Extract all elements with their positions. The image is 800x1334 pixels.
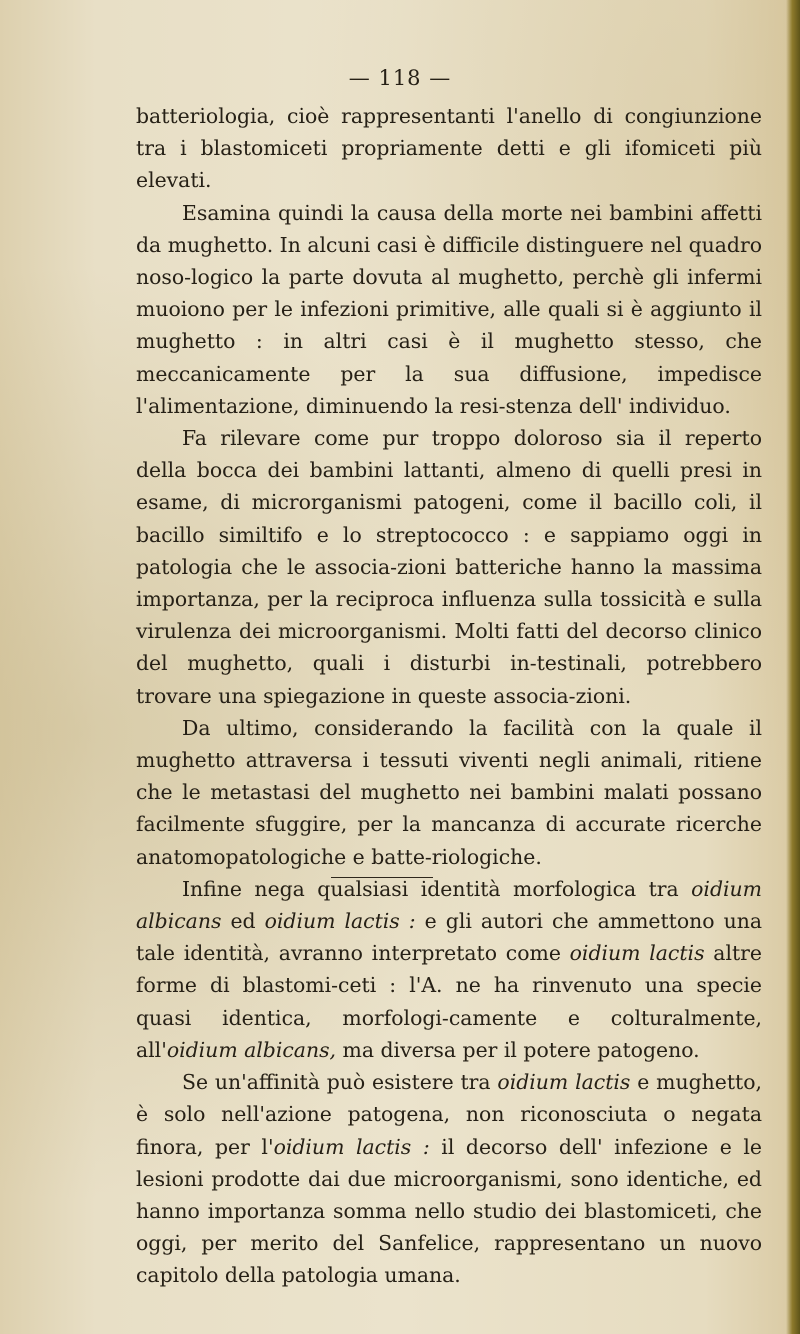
italic-term: oidium lactis	[569, 941, 705, 966]
page-number: — 118 —	[348, 66, 452, 90]
italic-term: oidium albicans,	[166, 1037, 337, 1062]
text-run: Se un'affinità può esistere tra	[182, 1070, 498, 1095]
paragraph	[136, 712, 762, 873]
text-run: altre forme di blastomi-ceti : l'A. ne ha rinvenuto una specie quasi identica, morfologi-camente e colturalmente, all'	[136, 941, 762, 1062]
paragraph	[136, 422, 762, 712]
end-rule	[331, 877, 433, 878]
text-run: e gli autori che ammettono una tale identità, avranno interpretato come	[136, 909, 762, 966]
text-run: il decorso dell' infezione e le lesioni prodotte dai due microorganismi, sono identiche, ed hanno importanza somma nello studio dei blastomiceti, che oggi, per merito del Sanfelice, rappresentano un nuovo capitolo della patologia umana.	[136, 1134, 762, 1288]
italic-term: oidium lactis :	[273, 1134, 430, 1159]
text-run: Fa rilevare come pur troppo doloroso sia il reperto della bocca dei bambini lattanti, almeno di quelli presi in esame, di microrganismi patogeni, come il bacillo coli, il bacillo similtifo e lo streptococco : e sappiamo oggi in patologia che le associa-zioni batteriche hanno la massima importanza, per la reciproca influenza sulla tossicità e sulla virulenza dei microorganismi. Molti fatti del decorso clinico del mughetto, quali i disturbi in-testinali, potrebbero trovare una spiegazione in queste associa-zioni.	[136, 426, 762, 708]
italic-term: oidium lactis	[497, 1070, 631, 1095]
paragraph	[136, 100, 762, 197]
italic-term: oidium lactis :	[264, 909, 416, 934]
paragraph	[136, 873, 762, 1066]
text-run: ed	[221, 909, 265, 934]
text-run: e mughetto, è solo nell'azione patogena, non riconosciuta o negata finora, per l'	[136, 1070, 762, 1159]
text-run: batteriologia, cioè rappresentanti l'anello di congiunzione tra i blastomiceti propriamente detti e gli ifomiceti più elevati.	[136, 104, 762, 193]
text-body	[136, 100, 762, 1292]
page-edge-shadow	[786, 0, 800, 1334]
text-run: ma diversa per il potere patogeno.	[336, 1037, 700, 1062]
paragraph	[136, 197, 762, 422]
paragraph	[136, 1066, 762, 1291]
italic-term: oidium albicans	[136, 876, 762, 934]
text-run: Esamina quindi la causa della morte nei bambini affetti da mughetto. In alcuni casi è difficile distinguere nel quadro noso-logico la parte dovuta al mughetto, perchè gli infermi muoiono per le infezioni primitive, alle quali si è aggiunto il mughetto : in altri casi è il mughetto stesso, che meccanicamente per la sua diffusione, impedisce l'alimentazione, diminuendo la resi-stenza dell' individuo.	[136, 200, 762, 418]
text-run: Da ultimo, considerando la facilità con la quale il mughetto attraversa i tessuti viventi negli animali, ritiene che le metastasi del mughetto nei bambini malati possano facilmente sfuggire, per la mancanza di accurate ricerche anatomopatologiche e batte-riologiche.	[136, 715, 762, 869]
text-run: Infine nega qualsiasi identità morfologica tra	[182, 876, 692, 901]
